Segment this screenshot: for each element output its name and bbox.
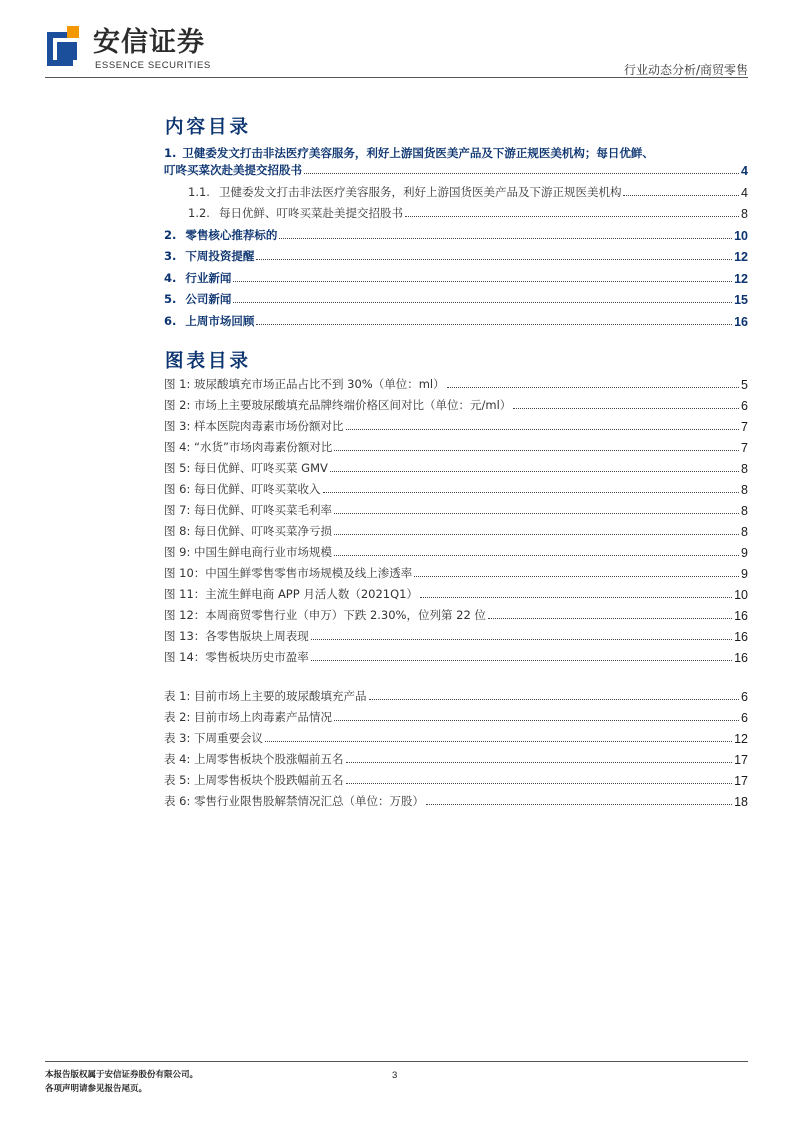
table-entry[interactable] xyxy=(164,789,748,809)
toc-item-number: 6. xyxy=(164,314,177,328)
figure-label: 图 10：中国生鲜零售零售市场规模及线上渗透率 xyxy=(164,566,413,580)
dot-leader xyxy=(323,492,740,493)
dot-leader xyxy=(513,408,739,409)
toc-item[interactable] xyxy=(164,287,748,307)
table-label: 表 2: 目前市场上肉毒素产品情况 xyxy=(164,710,333,724)
dot-leader xyxy=(334,513,739,514)
figure-page-number: 8 xyxy=(741,525,748,539)
toc-item-label: 行业新闻 xyxy=(185,271,232,285)
dot-leader xyxy=(334,534,739,535)
table-entry[interactable] xyxy=(164,705,748,725)
disclaimer-note: 各项声明请参见报告尾页。 xyxy=(45,1084,148,1094)
table-page-number: 18 xyxy=(734,795,748,809)
figure-entry[interactable] xyxy=(164,414,748,434)
toc-title: 内容目录 xyxy=(165,117,252,138)
dot-leader xyxy=(447,387,739,388)
figure-page-number: 16 xyxy=(734,609,748,623)
dot-leader xyxy=(346,429,740,430)
toc-item-number: 2. xyxy=(164,228,177,242)
dot-leader xyxy=(346,762,733,763)
dot-leader xyxy=(488,618,732,619)
figure-entry[interactable] xyxy=(164,645,748,665)
toc-page-number: 4 xyxy=(741,186,748,200)
toc-subitem-label: 每日优鲜、叮咚买菜赴美提交招股书 xyxy=(218,206,403,220)
dot-leader xyxy=(233,302,732,303)
table-page-number: 12 xyxy=(734,732,748,746)
table-entry[interactable] xyxy=(164,768,748,788)
table-page-number: 17 xyxy=(734,753,748,767)
toc-subitem-number: 1.1. xyxy=(188,185,210,199)
table-page-number: 17 xyxy=(734,774,748,788)
figure-label: 图 2: 市场上主要玻尿酸填充品牌终端价格区间对比（单位：元/ml） xyxy=(164,398,512,412)
toc-page-number: 12 xyxy=(734,272,748,286)
figure-label: 图 6: 每日优鲜、叮咚买菜收入 xyxy=(164,482,321,496)
dot-leader xyxy=(405,216,739,217)
figure-page-number: 6 xyxy=(741,399,748,413)
toc-item-number: 3. xyxy=(164,249,177,263)
table-entry[interactable] xyxy=(164,726,748,746)
toc-page-number: 12 xyxy=(734,250,748,264)
toc-item-number: 4. xyxy=(164,271,177,285)
figure-entry[interactable] xyxy=(164,540,748,560)
toc-item-number: 5. xyxy=(164,292,177,306)
toc-page-number: 8 xyxy=(741,207,748,221)
figure-label: 图 12：本周商贸零售行业（申万）下跌 2.30%，位列第 22 位 xyxy=(164,608,486,622)
toc-item-label: 叮咚买菜次赴美提交招股书 xyxy=(164,163,302,177)
table-label: 表 4: 上周零售板块个股涨幅前五名 xyxy=(164,752,344,766)
table-entry[interactable] xyxy=(164,747,748,767)
dot-leader xyxy=(304,173,739,174)
figure-entry[interactable] xyxy=(164,624,748,644)
dot-leader xyxy=(256,259,732,260)
toc-item[interactable] xyxy=(164,244,748,264)
dot-leader xyxy=(623,195,739,196)
figure-page-number: 16 xyxy=(734,651,748,665)
figure-entry[interactable] xyxy=(164,372,748,392)
dot-leader xyxy=(426,804,732,805)
figure-page-number: 16 xyxy=(734,630,748,644)
figure-entry[interactable] xyxy=(164,456,748,476)
toc-item-label: 下周投资提醒 xyxy=(185,249,255,263)
toc-item[interactable] xyxy=(164,309,748,329)
dot-leader xyxy=(420,597,732,598)
figure-label: 图 1: 玻尿酸填充市场正品占比不到 30%（单位：ml） xyxy=(164,377,445,391)
toc-subitem[interactable] xyxy=(188,201,748,221)
table-label: 表 3: 下周重要会议 xyxy=(164,731,264,745)
figure-page-number: 8 xyxy=(741,504,748,518)
toc-item-1-cont[interactable] xyxy=(164,158,748,178)
toc-page-number: 16 xyxy=(734,315,748,329)
table-entry[interactable] xyxy=(164,684,748,704)
header-divider xyxy=(45,77,748,78)
figure-label: 图 5: 每日优鲜、叮咚买菜 GMV xyxy=(164,461,328,475)
table-page-number: 6 xyxy=(741,711,748,725)
figure-page-number: 7 xyxy=(741,441,748,455)
dot-leader xyxy=(233,281,732,282)
toc-page-number: 15 xyxy=(734,293,748,307)
page-number: 3 xyxy=(392,1070,398,1081)
figure-page-number: 8 xyxy=(741,483,748,497)
dot-leader xyxy=(346,783,733,784)
copyright-note: 本报告版权属于安信证券股份有限公司。 xyxy=(45,1070,199,1080)
figure-label: 图 8: 每日优鲜、叮咚买菜净亏损 xyxy=(164,524,333,538)
figure-page-number: 5 xyxy=(741,378,748,392)
figure-label: 图 11：主流生鲜电商 APP 月活人数（2021Q1） xyxy=(164,587,418,601)
figure-entry[interactable] xyxy=(164,603,748,623)
toc-item[interactable] xyxy=(164,223,748,243)
figures-title: 图表目录 xyxy=(165,351,252,372)
dot-leader xyxy=(311,639,732,640)
toc-item-label: 公司新闻 xyxy=(185,292,232,306)
company-name-cn: 安信证券 xyxy=(93,27,205,58)
figure-entry[interactable] xyxy=(164,582,748,602)
table-label: 表 5: 上周零售板块个股跌幅前五名 xyxy=(164,773,344,787)
figure-label: 图 3: 样本医院肉毒素市场份额对比 xyxy=(164,419,344,433)
company-name-en: ESSENCE SECURITIES xyxy=(95,60,211,71)
toc-subitem-number: 1.2. xyxy=(188,206,210,220)
dot-leader xyxy=(311,660,732,661)
figure-entry[interactable] xyxy=(164,498,748,518)
footer-divider xyxy=(45,1061,748,1062)
dot-leader xyxy=(334,450,739,451)
figure-page-number: 9 xyxy=(741,567,748,581)
dot-leader xyxy=(334,555,739,556)
figure-page-number: 8 xyxy=(741,462,748,476)
table-label: 表 6: 零售行业限售股解禁情况汇总（单位：万股） xyxy=(164,794,424,808)
figure-page-number: 7 xyxy=(741,420,748,434)
figure-label: 图 4: “水货”市场肉毒素份额对比 xyxy=(164,440,333,454)
table-label: 表 1: 目前市场上主要的玻尿酸填充产品 xyxy=(164,689,367,703)
figure-entry[interactable] xyxy=(164,477,748,497)
dot-leader xyxy=(414,576,739,577)
toc-item-label: 零售核心推荐标的 xyxy=(185,228,278,242)
figure-entry[interactable] xyxy=(164,435,748,455)
figure-label: 图 7: 每日优鲜、叮咚买菜毛利率 xyxy=(164,503,333,517)
toc-page-number: 4 xyxy=(741,164,748,178)
toc-item[interactable] xyxy=(164,266,748,286)
toc-item-number: 1. xyxy=(164,146,177,160)
report-type: 行业动态分析/商贸零售 xyxy=(623,63,748,77)
figure-label: 图 14：零售板块历史市盈率 xyxy=(164,650,309,664)
figure-page-number: 10 xyxy=(734,588,748,602)
essence-logo-icon xyxy=(45,26,81,66)
dot-leader xyxy=(330,471,739,472)
toc-item-label: 卫健委发文打击非法医疗美容服务，利好上游国货医美产品及下游正规医美机构；每日优鲜、 xyxy=(182,146,654,160)
figure-page-number: 9 xyxy=(741,546,748,560)
dot-leader xyxy=(369,699,740,700)
figure-label: 图 13：各零售版块上周表现 xyxy=(164,629,309,643)
figure-entry[interactable] xyxy=(164,393,748,413)
dot-leader xyxy=(265,741,732,742)
toc-item-label: 上周市场回顾 xyxy=(185,314,255,328)
dot-leader xyxy=(334,720,739,721)
figure-entry[interactable] xyxy=(164,561,748,581)
figure-label: 图 9: 中国生鲜电商行业市场规模 xyxy=(164,545,333,559)
figure-entry[interactable] xyxy=(164,519,748,539)
toc-page-number: 10 xyxy=(734,229,748,243)
dot-leader xyxy=(256,324,732,325)
table-page-number: 6 xyxy=(741,690,748,704)
dot-leader xyxy=(279,238,732,239)
toc-subitem[interactable] xyxy=(188,180,748,200)
toc-subitem-label: 卫健委发文打击非法医疗美容服务，利好上游国货医美产品及下游正规医美机构 xyxy=(218,185,622,199)
